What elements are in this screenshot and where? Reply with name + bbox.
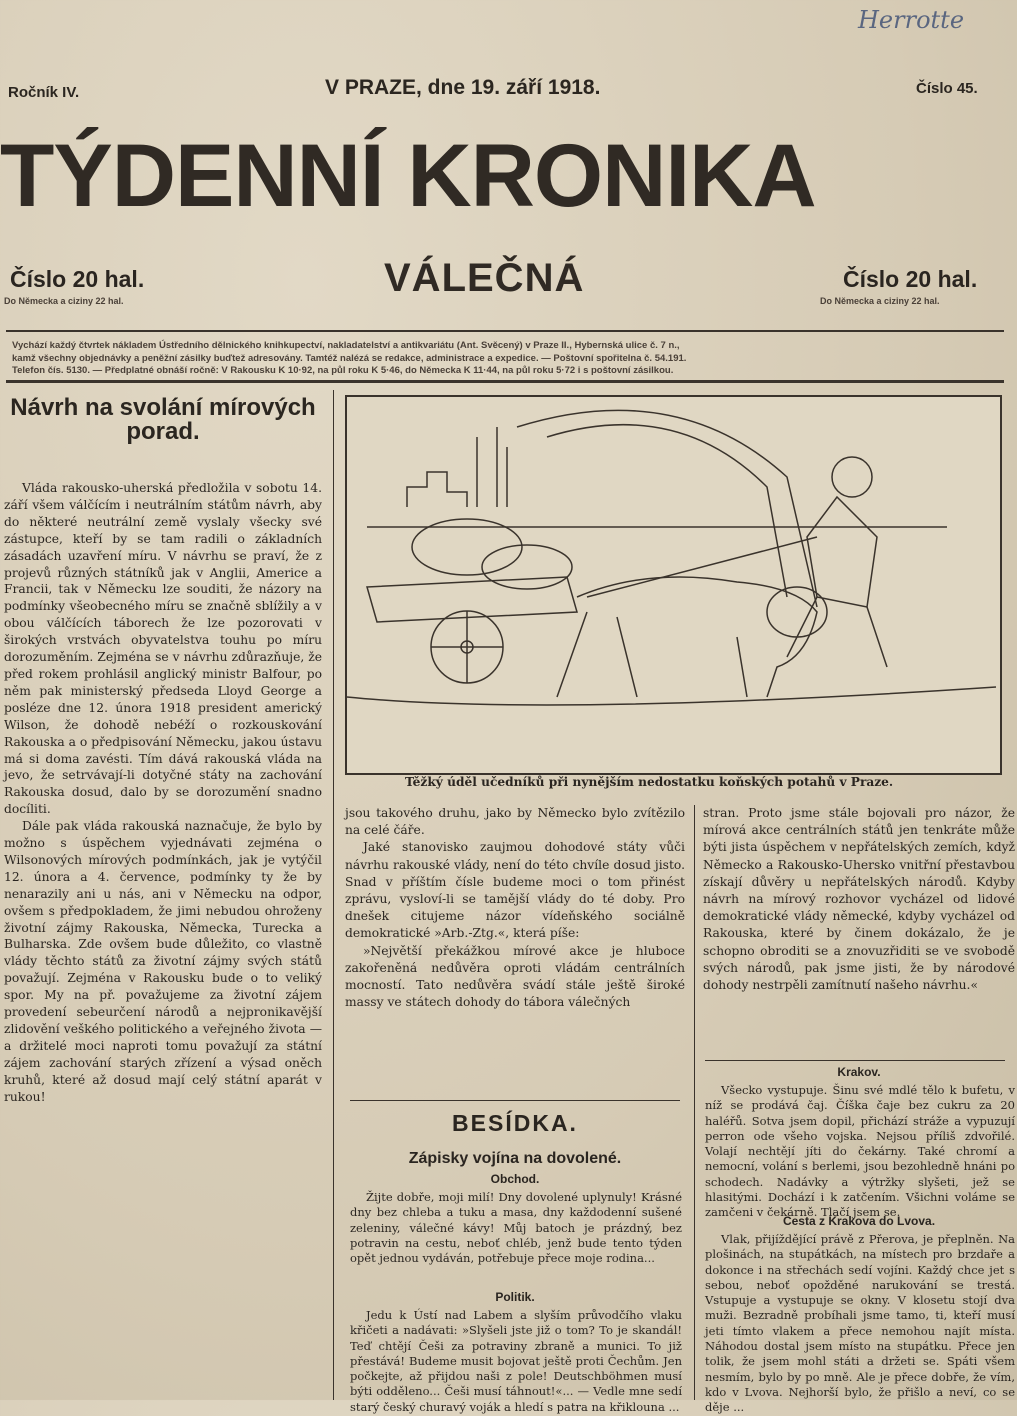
illustration-drawing xyxy=(347,397,996,769)
article-continuation-right xyxy=(703,805,1015,1055)
rule-bottom xyxy=(6,380,1004,383)
feuilleton-text xyxy=(350,1190,682,1282)
rule-top xyxy=(6,330,1004,332)
paragraph: Vlak, přijíždějící právě z Přerova, je přeplněn. Na plošinách, na stupátkách, na místech pro brzdaře a dokonce i na střechách sedí vojíni. Každý chce jet s sebou, neboť opožděné narukování se trestá. Vstupuje a vystupuje se okny. V klosetu stojí dva muži. Bezradně probíhali jsme tamo, ti, kteří musí jeti tímto vlakem a přece nemohou najít místa. Náhodou dostal jsem místo na stupátku. Přece jen tolik, že jsem mohl státi a držeti se. Spáti všem nesmím, bylo by po mně. Ale je přece dobře, že vím, kdo v Lvova. Nejhorší bylo, že přišlo a neví, co se děje ... xyxy=(705,1232,1015,1415)
paragraph: »Největší překážkou mírové akce je hluboce zakořeněná nedůvěra oproti vládám centrálních mocností. Tato nedůvěra svádí stále ještě široké massy ve státech dohody do tábora válečných xyxy=(345,943,685,1010)
imprint-line: kamž všechny objednávky a peněžní zásilky buďtež adresovány. Tamtéž nalézá se redakce, administrace a expedice. — Poštovní spořitelna č. 54.191. xyxy=(12,352,687,364)
section-rule xyxy=(350,1100,680,1101)
feuilleton-title: Zápisky vojína na dovolené. xyxy=(408,1150,622,1167)
price-left: Číslo 20 hal. xyxy=(10,266,145,292)
dateline: V PRAZE, dne 19. září 1918. xyxy=(325,76,601,99)
krakov-text xyxy=(705,1232,1015,1415)
krakov-text xyxy=(705,1083,1015,1220)
handwritten-note: Herrotte xyxy=(858,6,965,34)
paragraph: Dále pak vláda rakouská naznačuje, že bylo by možno s úspěchem vyjednávati zejména o Wilsonových mírových podmínkách, jak je vytýčil 12. února a 4. července, podmínky ty že by nenarazily ani u nás, ani v Německu na odpor, ovšem s předpokladem, že jimi nebudou ohroženy životní zájmy Rakouska, Německa, Turecka a Bulharska. Zde ovšem bude důležito, co vlastně vlády těchto států za životní zájmy svých států považují. Zejména v Rakousku bude o to veliký spor. My na př. považujeme za životní zájem provedení sebeurčení národů a nejpronikavější zlidovění veškého politického a veřejného života — a držitelé moci naproti tomu považují za státní zájem zachování starých zřízení a výsad oněch kruhů, které až dosud mají celý státní aparát v rukou! xyxy=(4,819,322,1104)
illustration-caption: Těžký úděl učedníků při nynějším nedostatku koňských potahů v Praze. xyxy=(405,775,894,789)
column-divider xyxy=(694,805,695,1400)
illustration xyxy=(345,395,1002,775)
krakov-subtitle: Cesta z Krakova do Lvova. xyxy=(782,1214,936,1228)
imprint xyxy=(12,340,1002,378)
price-right: Číslo 20 hal. xyxy=(843,266,978,292)
paragraph: jsou takového druhu, jako by Německo bylo zvítězilo na celé čáře. xyxy=(345,806,685,838)
article-headline: Návrh na svolání mírových porad. xyxy=(10,394,316,445)
imprint-line: Telefon čís. 5130. — Předplatné obnáší ročně: V Rakousku K 10·92, na půl roku K 5·46, do Německa K 11·44, na půl roku 5·72 i s poštovní zásilkou. xyxy=(12,365,674,376)
paragraph: Všecko vystupuje. Šinu své mdlé tělo k bufetu, v níž se prodává čaj. Číška čaje bez cukru za 20 haléřů. Sotva jsem dopil, přichází stráže a vypuzují perron ode všeho vojska. Nejsou příliš zdvořilé. Volají nechtějí jíti do čekárny. Také chromí a nemocní, volání s berlemi, jsou bezohledně hnáni po schodech. Nadávky a výtržky slyšeti, jež se hlasitými. Dochází i k zatčením. Všichni voláme se zamčeni v čekárně. Tlačí jsem se. xyxy=(705,1083,1015,1220)
paragraph: Jedu k Ústí nad Labem a slyším průvodčího vlaku křičeti a nadávati: »Slyšeli jste již o tom? To je skandál! Teď chtějí Češi za potraviny zbraně a munici. To již přestává! Budeme musit bojovat ještě proti Čechům. Jen počkejte, až přijdou naši z pole! Deutschböhmen musí býti odděleno... Češi musí táhnout!«... — Vedle mne sedí starý český churavý voják a hledí s patra na křiklouna ... xyxy=(350,1308,682,1414)
cart xyxy=(367,519,577,683)
paragraph: Žijte dobře, moji milí! Dny dovolené uplynuly! Krásné dny bez chleba a tuku a masa, dny každodenní sušené zeleniny, válečné kávy! Můj batoch je prázdný, bez potravin na cestu, neboť chléb, jenž bude tento týden opět jednou vydáván, potřebuje přece moje rodina... xyxy=(350,1190,682,1266)
price-left-note: Do Německa a ciziny 22 hal. xyxy=(4,296,124,306)
masthead-subtitle: VÁLEČNÁ xyxy=(384,256,585,300)
article-continuation xyxy=(345,805,685,1095)
article-body xyxy=(4,480,322,1160)
feuilleton-subtitle: Obchod. xyxy=(490,1172,540,1186)
boy xyxy=(587,457,887,667)
section-heading: BESÍDKA. xyxy=(452,1110,578,1136)
paragraph: Vláda rakousko-uherská předložila v sobotu 14. září všem válčícím i neutrálním státům návrh, aby do některé neutrální země vyslaly všecky své zástupce, kteří by se tam radili o základních zásadách uzavření míru. V návrhu se praví, že z projevů různých státníků jak v Anglii, Americe a Francii, tak v Německu lze souditi, že názory na podmínky všeobecného míru se značně sblížily a v obou válčících táborech že lze pozorovati v širokých vrstvách obyvatelstva touhu po míru dorozuměním. Zejména se v návrhu zdůrazňuje, že před rokem prohlásil anglický ministr Balfour, po něm pak ministerský předseda Lloyd George a posléze dne 12. února 1918 president americký Wilson, že dohodě nebéží o rozkouskování Rakouska a o předpisování Německu, jakou ústavu má si doma zavésti. Tím dává rakouská vláda na jevo, že setrvávají-li dotyčné státy na zachování Rakouska dosud, dalo by se dorozumění snadno docíliti. xyxy=(4,481,322,817)
price-right-note: Do Německa a ciziny 22 hal. xyxy=(820,296,940,306)
imprint-line: Vychází každý čtvrtek nákladem Ústředního dělnického knihkupectví, nakladatelství a antikvariátu (Ant. Svěcený) v Praze II., Hybernská ulice č. 7 n., xyxy=(12,340,680,351)
masthead-title: TÝDENNÍ KRONIKA xyxy=(0,125,816,225)
feuilleton-text xyxy=(350,1308,682,1414)
krakov-title: Krakov. xyxy=(837,1065,881,1079)
column-divider xyxy=(333,390,334,1400)
issue-number: Číslo 45. xyxy=(916,80,978,97)
paragraph: stran. Proto jsme stále bojovali pro názor, že mírová akce centrálních států jen tenkráte může býti jista úspěchem v nepřátelských zemích, když Německo a Rakousko-Uhersko vnitřní přestavbou získají důvěry u nepřátelských národů. Kdyby návrh na mírový rozhovor vycházel od lidové demokratické vlády německé, kdyby vycházel od Rakouska, které by činem dokázalo, že je schopno obroditi se a znovuzřiditi se ve svobodě svých národů, pak jsme jisti, že by národové dohody nestrpěli zamítnutí našeho návrhu.« xyxy=(703,806,1015,993)
arch-inner xyxy=(547,425,787,597)
city-skyline xyxy=(407,427,507,507)
volume-label: Ročník IV. xyxy=(8,84,80,101)
feuilleton-subtitle: Politik. xyxy=(495,1290,535,1304)
section-rule xyxy=(705,1060,1005,1061)
ground-line xyxy=(347,687,996,705)
paragraph: Jaké stanovisko zaujmou dohodové státy vůči návrhu rakouské vlády, není do této chvíle dosud jisto. Snad v příštím čísle budeme moci o tom přinést zprávu, vysloví-li se tamější vlády do té doby. Pro dnešek citujeme názor vídeňského sociálně demokratické »Arb.-Ztg.«, která píše: xyxy=(345,840,685,941)
